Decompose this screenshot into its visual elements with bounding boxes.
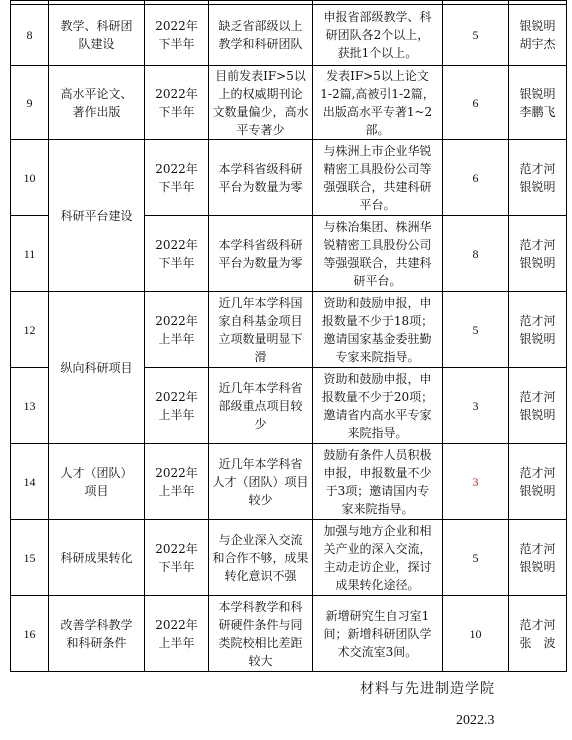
owner-cell: 范才河 张 波 <box>509 596 567 672</box>
problem-cell: 本学科省级科研 平台为数量为零 <box>209 140 313 216</box>
issue-date: 2022.3 <box>456 713 495 728</box>
task-item: 纵向科研项目 <box>49 292 145 444</box>
score-cell: 6 <box>443 140 509 216</box>
measure-cell: 资助和鼓励申报，申 报数量不少于18项； 邀请国家基金委驻勤 专家来院指导。 <box>313 292 443 368</box>
problem-cell: 近几年本学科省 部级重点项目较 少 <box>209 368 313 444</box>
table-row <box>11 596 567 672</box>
measure-cell: 申报省部级教学、科 研团队各2个以上， 获批1个以上。 <box>313 5 443 66</box>
measure-cell: 发表IF>5以上论文 1-2篇,高被引1-2篇， 出版高水平专著1~2 部。 <box>313 66 443 140</box>
completion-time: 2022年 上半年 <box>145 444 209 520</box>
problem-cell: 本学科教学和科 研硬件条件与同 类院校相比差距 较大 <box>209 596 313 672</box>
problem-cell: 目前发表IF>5以 上的权威期刊论 文数量偏少，高水 平专著少 <box>209 66 313 140</box>
task-item: 改善学科教学 和科研条件 <box>49 596 145 672</box>
completion-time: 2022年 上半年 <box>145 292 209 368</box>
completion-time: 2022年 上半年 <box>145 368 209 444</box>
task-table <box>10 0 567 672</box>
task-item: 教学、科研团 队建设 <box>49 5 145 66</box>
table-row <box>11 520 567 596</box>
table-row <box>11 444 567 520</box>
measure-cell: 与株冶集团、株洲华 锐精密工具股份公司 等强强联合，共建科 研平台。 <box>313 216 443 292</box>
owner-cell: 范才河 银锐明 <box>509 292 567 368</box>
row-number: 16 <box>11 596 49 672</box>
table-row <box>11 5 567 66</box>
problem-cell: 近几年本学科国 家自科基金项目 立项数量明显下 滑 <box>209 292 313 368</box>
owner-cell: 银锐明 胡宇杰 <box>509 5 567 66</box>
owner-cell: 范才河 银锐明 <box>509 216 567 292</box>
task-item: 科研成果转化 <box>49 520 145 596</box>
task-item: 科研平台建设 <box>49 140 145 292</box>
owner-cell: 范才河 银锐明 <box>509 520 567 596</box>
issuing-unit: 材料与先进制造学院 <box>360 681 495 697</box>
measure-cell: 新增研究生自习室1 间；新增科研团队学 术交流室3间。 <box>313 596 443 672</box>
score-cell: 8 <box>443 216 509 292</box>
score-cell: 10 <box>443 596 509 672</box>
row-number: 10 <box>11 140 49 216</box>
measure-cell: 加强与地方企业和相 关产业的深入交流， 主动走访企业，探讨 成果转化途径。 <box>313 520 443 596</box>
table-row <box>11 66 567 140</box>
owner-cell: 范才河 银锐明 <box>509 368 567 444</box>
measure-cell: 鼓励有条件人员积极 申报，申报数量不少 于3项；邀请国内专 家来院指导。 <box>313 444 443 520</box>
row-number: 9 <box>11 66 49 140</box>
row-number: 8 <box>11 5 49 66</box>
score-cell: 5 <box>443 5 509 66</box>
owner-cell: 银锐明 李鹏飞 <box>509 66 567 140</box>
table-row <box>11 140 567 216</box>
row-number: 15 <box>11 520 49 596</box>
owner-cell: 范才河 银锐明 <box>509 140 567 216</box>
row-number: 13 <box>11 368 49 444</box>
score-cell: 5 <box>443 520 509 596</box>
problem-cell: 缺乏省部级以上 教学和科研团队 <box>209 5 313 66</box>
row-number: 11 <box>11 216 49 292</box>
owner-cell: 范才河 银锐明 <box>509 444 567 520</box>
completion-time: 2022年 下半年 <box>145 216 209 292</box>
problem-cell: 本学科省级科研 平台为数量为零 <box>209 216 313 292</box>
score-cell: 5 <box>443 292 509 368</box>
completion-time: 2022年 下半年 <box>145 520 209 596</box>
completion-time: 2022年 下半年 <box>145 5 209 66</box>
task-item: 人才（团队） 项目 <box>49 444 145 520</box>
row-number: 14 <box>11 444 49 520</box>
completion-time: 2022年 上半年 <box>145 596 209 672</box>
problem-cell: 与企业深入交流 和合作不够，成果 转化意识不强 <box>209 520 313 596</box>
score-cell: 3 <box>443 368 509 444</box>
table-row <box>11 292 567 368</box>
problem-cell: 近几年本学科省 人才（团队）项目 较少 <box>209 444 313 520</box>
task-item: 高水平论文、 著作出版 <box>49 66 145 140</box>
measure-cell: 与株洲上市企业华锐 精密工具股份公司等 强强联合，共建科研 平台。 <box>313 140 443 216</box>
score-cell: 3 <box>443 444 509 520</box>
measure-cell: 资助和鼓励申报，申 报数量不少于20项； 邀请省内高水平专家 来院指导。 <box>313 368 443 444</box>
completion-time: 2022年 下半年 <box>145 140 209 216</box>
score-cell: 6 <box>443 66 509 140</box>
completion-time: 2022年 下半年 <box>145 66 209 140</box>
row-number: 12 <box>11 292 49 368</box>
